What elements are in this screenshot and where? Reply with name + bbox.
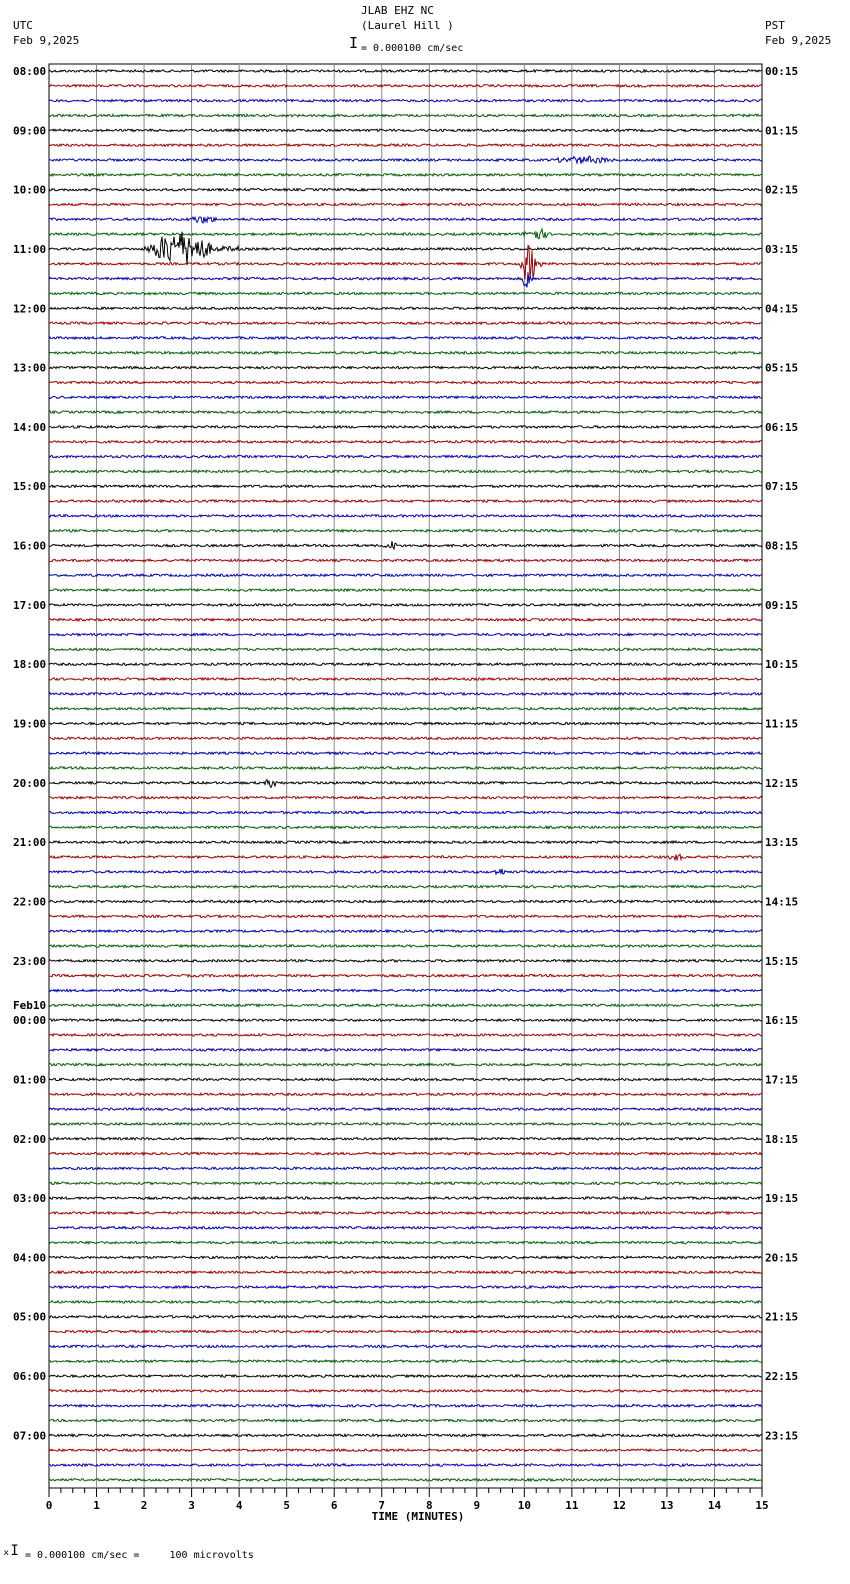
seismic-trace: [49, 886, 762, 888]
seismic-trace: [49, 1449, 762, 1451]
seismic-trace: [49, 246, 762, 280]
x-tick-label: 7: [378, 1499, 386, 1512]
seismic-trace: [49, 337, 762, 339]
utc-hour-label: 14:00: [13, 420, 47, 434]
seismic-trace: [49, 1464, 762, 1466]
seismic-trace: [49, 1004, 762, 1006]
seismic-trace: [49, 1034, 762, 1036]
utc-hour-label: 17:00: [13, 598, 47, 612]
seismic-trace: [49, 1182, 762, 1184]
seismic-trace: [49, 1479, 762, 1481]
seismic-trace: [49, 500, 762, 502]
pst-hour-label: 05:15: [765, 361, 799, 375]
pst-hour-label: 02:15: [765, 183, 799, 197]
pst-hour-label: 15:15: [765, 954, 799, 968]
seismic-trace: [49, 1212, 762, 1214]
seismic-trace: [49, 156, 762, 164]
x-axis-label: TIME (MINUTES): [371, 1510, 465, 1523]
seismic-trace: [49, 217, 762, 223]
scale-bar-icon: I: [349, 34, 359, 52]
seismic-trace: [49, 114, 762, 116]
seismic-trace: [49, 960, 762, 962]
x-tick-label: 14: [707, 1499, 722, 1512]
seismic-trace: [49, 780, 762, 788]
seismic-trace: [49, 515, 762, 517]
x-tick-label: 5: [283, 1499, 290, 1512]
x-tick-label: 12: [612, 1499, 627, 1512]
x-tick-label: 4: [235, 1499, 243, 1512]
seismic-trace: [49, 1360, 762, 1362]
seismic-trace: [49, 229, 762, 239]
seismic-trace: [49, 854, 762, 860]
seismic-trace: [49, 70, 762, 72]
x-tick-label: 0: [45, 1499, 53, 1512]
seismic-trace: [49, 915, 762, 917]
pst-hour-label: 23:15: [765, 1429, 799, 1443]
seismic-trace: [49, 841, 762, 843]
seismic-trace: [49, 1271, 762, 1273]
pst-hour-label: 00:15: [765, 65, 799, 78]
station-title: JLAB EHZ NC: [361, 4, 434, 17]
seismic-trace: [49, 381, 762, 383]
x-tick-label: 6: [330, 1499, 338, 1512]
left-date: Feb 9,2025: [13, 34, 80, 47]
utc-hour-label: 11:00: [13, 242, 47, 256]
seismic-trace: [49, 1227, 762, 1229]
seismic-trace: [49, 426, 762, 428]
utc-hour-label: 23:00: [13, 954, 47, 968]
pst-hour-label: 04:15: [765, 302, 799, 316]
seismic-trace: [49, 900, 762, 902]
seismic-trace: [49, 945, 762, 947]
seismic-trace: [49, 485, 762, 487]
pst-hour-label: 06:15: [765, 420, 799, 434]
seismic-trace: [49, 648, 762, 650]
scale-text: = 0.000100 cm/sec: [361, 43, 464, 54]
seismic-trace: [49, 292, 762, 294]
seismic-trace: [49, 604, 762, 606]
utc-hour-label: 02:00: [13, 1132, 47, 1146]
seismic-trace: [49, 85, 762, 87]
utc-hour-label: 12:00: [13, 302, 47, 316]
seismic-trace: [49, 1123, 762, 1125]
pst-hour-label: 08:15: [765, 539, 799, 553]
utc-hour-label: 16:00: [13, 539, 47, 553]
x-tick-label: 15: [755, 1499, 769, 1512]
right-date: Feb 9,2025: [765, 34, 832, 47]
seismic-trace: [49, 1390, 762, 1392]
seismic-trace: [49, 366, 762, 368]
seismic-trace: [49, 1434, 762, 1436]
seismic-trace: [49, 974, 762, 976]
seismic-trace: [49, 100, 762, 102]
x-tick-label: 11: [565, 1499, 579, 1512]
utc-hour-label: 21:00: [13, 836, 47, 850]
seismic-trace: [49, 559, 762, 561]
station-location: (Laurel Hill ): [361, 19, 454, 32]
pst-hour-label: 22:15: [765, 1370, 799, 1384]
pst-hour-label: 03:15: [765, 242, 799, 256]
seismic-trace: [49, 1316, 762, 1318]
seismic-trace: [49, 1138, 762, 1140]
seismic-trace: [49, 708, 762, 710]
x-tick-label: 13: [660, 1499, 674, 1512]
utc-hour-label: 20:00: [13, 776, 47, 790]
utc-hour-label: 05:00: [13, 1310, 47, 1324]
seismic-trace: [49, 1152, 762, 1154]
pst-hour-label: 14:15: [765, 895, 799, 909]
seismic-trace: [49, 1019, 762, 1021]
seismic-trace: [49, 663, 762, 665]
seismic-trace: [49, 589, 762, 591]
seismic-trace: [49, 411, 762, 413]
seismic-trace: [49, 693, 762, 695]
footer-scale-note: = 0.000100 cm/sec = 100 microvolts: [25, 1550, 254, 1561]
pst-hour-label: 20:15: [765, 1251, 799, 1265]
x-tick-label: 3: [188, 1499, 195, 1512]
seismic-trace: [49, 930, 762, 932]
seismic-trace: [49, 826, 762, 828]
seismic-trace: [49, 144, 762, 146]
seismic-trace: [49, 232, 762, 266]
seismic-trace: [49, 797, 762, 799]
pst-hour-label: 11:15: [765, 717, 799, 731]
seismic-trace: [49, 1241, 762, 1243]
seismic-trace: [49, 767, 762, 769]
pst-hour-label: 18:15: [765, 1132, 799, 1146]
seismic-trace: [49, 811, 762, 813]
pst-hour-label: 19:15: [765, 1192, 799, 1206]
seismic-trace: [49, 1419, 762, 1421]
pst-hour-label: 07:15: [765, 480, 799, 494]
seismic-trace: [49, 869, 762, 874]
utc-hour-label: 10:00: [13, 183, 47, 197]
seismic-trace: [49, 1375, 762, 1377]
seismic-trace: [49, 189, 762, 191]
seismic-trace: [49, 1167, 762, 1169]
seismic-trace: [49, 1286, 762, 1288]
utc-hour-label: 00:00: [13, 1014, 47, 1028]
pst-hour-label: 21:15: [765, 1310, 799, 1324]
seismic-trace: [49, 174, 762, 176]
seismic-trace: [49, 722, 762, 724]
seismic-trace: [49, 396, 762, 398]
seismic-trace: [49, 989, 762, 991]
seismic-trace: [49, 352, 762, 354]
utc-hour-label: 04:00: [13, 1251, 47, 1265]
seismic-trace: [49, 1049, 762, 1051]
seismic-trace: [49, 307, 762, 309]
left-timezone: UTC: [13, 19, 33, 32]
seismic-trace: [49, 1197, 762, 1199]
seismic-trace: [49, 1108, 762, 1110]
seismic-trace: [49, 1405, 762, 1407]
x-tick-label: 1: [93, 1499, 100, 1512]
seismic-trace: [49, 574, 762, 576]
utc-hour-label: 22:00: [13, 895, 47, 909]
seismic-trace: [49, 633, 762, 635]
seismic-trace: [49, 455, 762, 457]
pst-hour-label: 13:15: [765, 836, 799, 850]
seismic-trace: [49, 1301, 762, 1303]
pst-hour-label: 01:15: [765, 124, 799, 138]
pst-hour-label: 16:15: [765, 1014, 799, 1028]
utc-hour-label: 15:00: [13, 480, 47, 494]
seismic-trace: [49, 203, 762, 205]
utc-hour-label: 09:00: [13, 124, 47, 138]
seismic-trace: [49, 1256, 762, 1258]
seismic-trace: [49, 441, 762, 443]
right-timezone: PST: [765, 19, 785, 32]
seismic-trace: [49, 752, 762, 754]
x-tick-label: 9: [473, 1499, 481, 1512]
x-tick-label: 2: [140, 1499, 148, 1512]
seismic-trace: [49, 470, 762, 472]
seismic-trace: [49, 737, 762, 739]
seismic-trace: [49, 272, 762, 287]
utc-hour-label: 01:00: [13, 1073, 47, 1087]
pst-hour-label: 09:15: [765, 598, 799, 612]
x-tick-label: 8: [425, 1499, 433, 1512]
pst-hour-label: 17:15: [765, 1073, 799, 1087]
utc-hour-label: 19:00: [13, 717, 47, 731]
seismic-trace: [49, 1093, 762, 1095]
seismic-trace: [49, 619, 762, 621]
seismic-trace: [49, 541, 762, 549]
seismic-trace: [49, 1078, 762, 1080]
seismic-trace: [49, 678, 762, 680]
utc-hour-label: 13:00: [13, 361, 47, 375]
x-tick-label: 10: [517, 1499, 531, 1512]
utc-hour-label: 03:00: [13, 1192, 47, 1206]
date-change-label: Feb10: [13, 999, 47, 1013]
seismic-trace: [49, 322, 762, 324]
footer-scale-icon: ₓI: [2, 1543, 19, 1559]
seismic-trace: [49, 1063, 762, 1065]
utc-hour-label: 08:00: [13, 65, 47, 78]
pst-hour-label: 10:15: [765, 658, 799, 672]
utc-hour-label: 18:00: [13, 658, 47, 672]
utc-hour-label: 07:00: [13, 1429, 47, 1443]
seismic-trace: [49, 1330, 762, 1332]
seismic-trace: [49, 1345, 762, 1347]
seismic-trace: [49, 129, 762, 131]
utc-hour-label: 06:00: [13, 1370, 47, 1384]
seismic-trace: [49, 530, 762, 532]
pst-hour-label: 12:15: [765, 776, 799, 790]
